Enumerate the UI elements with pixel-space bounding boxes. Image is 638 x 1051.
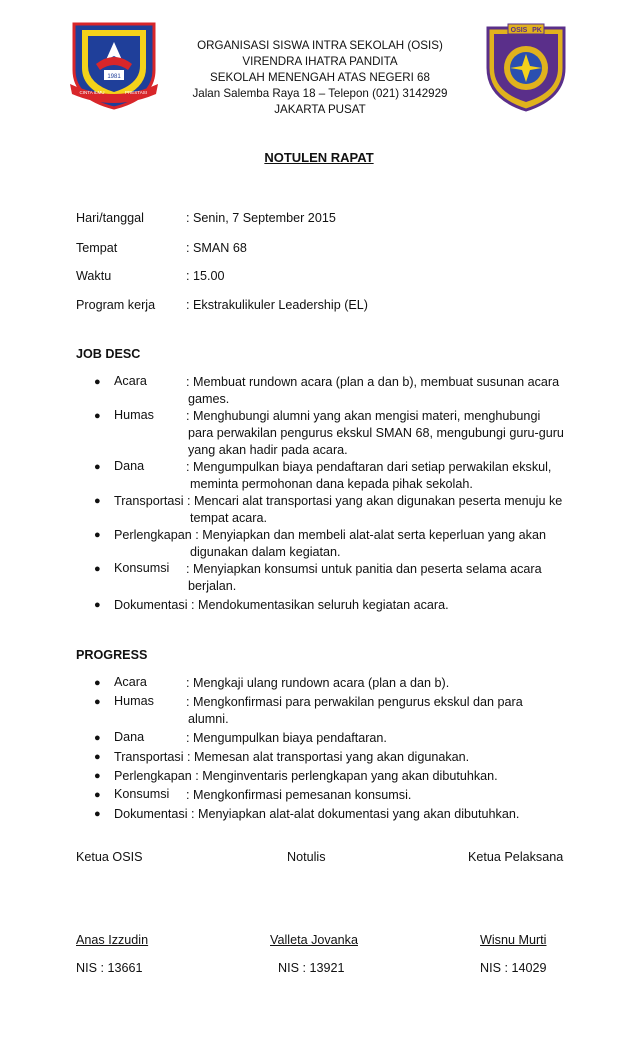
osis-emblem-logo bbox=[478, 18, 574, 112]
bullet-icon: ● bbox=[94, 808, 101, 820]
bullet-icon: ● bbox=[94, 770, 101, 782]
info-label-waktu: Waktu bbox=[76, 269, 112, 283]
signature-nis-notulis: NIS : 13921 bbox=[278, 961, 345, 975]
school-crest-logo bbox=[68, 20, 160, 110]
osis-emblem-icon bbox=[478, 18, 574, 112]
jobdesc-konsumsi-line2: berjalan. bbox=[188, 579, 237, 593]
bullet-icon: ● bbox=[94, 789, 101, 801]
svg-text:CINTA ILMU: CINTA ILMU bbox=[79, 90, 105, 95]
bullet-icon: ● bbox=[94, 751, 101, 763]
jobdesc-dana-line2: meminta permohonan dana kepada pihak sekolah. bbox=[190, 477, 473, 491]
jobdesc-dana-label: Dana bbox=[114, 459, 145, 473]
progress-perlengkapan-text: Perlengkapan : Menginventaris perlengkapan yang akan dibutuhkan. bbox=[114, 769, 498, 783]
progress-acara-text: : Mengkaji ulang rundown acara (plan a dan b). bbox=[186, 676, 450, 690]
info-label-hari: Hari/tanggal bbox=[76, 211, 144, 225]
signature-role-ketua-osis: Ketua OSIS bbox=[76, 850, 143, 864]
header-line-4: Jalan Salemba Raya 18 – Telepon (021) 3142929 bbox=[192, 87, 448, 100]
header-line-1: ORGANISASI SISWA INTRA SEKOLAH (OSIS) bbox=[197, 39, 443, 52]
bullet-icon: ● bbox=[94, 696, 101, 708]
progress-humas-label: Humas bbox=[114, 694, 154, 708]
jobdesc-acara-line1: : Membuat rundown acara (plan a dan b), membuat susunan acara bbox=[186, 375, 560, 389]
svg-text:PK: PK bbox=[532, 27, 542, 34]
jobdesc-heading: JOB DESC bbox=[76, 347, 141, 361]
jobdesc-humas-line3: yang akan hadir pada acara. bbox=[188, 443, 348, 457]
jobdesc-humas-line2: para perwakilan pengurus ekskul SMAN 68, mengubungi guru-guru bbox=[188, 426, 564, 440]
header-line-3: SEKOLAH MENENGAH ATAS NEGERI 68 bbox=[210, 71, 430, 84]
jobdesc-acara-line2: games. bbox=[188, 392, 230, 406]
document-title: NOTULEN RAPAT bbox=[264, 150, 374, 165]
jobdesc-transportasi-line1: Transportasi : Mencari alat transportasi yang akan digunakan peserta menuju ke bbox=[114, 494, 563, 508]
progress-humas-line1: : Mengkonfirmasi para perwakilan pengurus ekskul dan para bbox=[186, 695, 523, 709]
signature-name-ketua-pelaksana: Wisnu Murti bbox=[480, 933, 547, 947]
signature-role-notulis: Notulis bbox=[287, 850, 326, 864]
info-label-program: Program kerja bbox=[76, 298, 156, 312]
signature-nis-ketua-pelaksana: NIS : 14029 bbox=[480, 961, 547, 975]
jobdesc-perlengkapan-line2: digunakan dalam kegiatan. bbox=[190, 545, 341, 559]
info-value-program: : Ekstrakulikuler Leadership (EL) bbox=[186, 298, 368, 312]
bullet-icon: ● bbox=[94, 599, 101, 611]
progress-dokumentasi-text: Dokumentasi : Menyiapkan alat-alat dokumentasi yang akan dibutuhkan. bbox=[114, 807, 520, 821]
bullet-icon: ● bbox=[94, 732, 101, 744]
jobdesc-transportasi-line2: tempat acara. bbox=[190, 511, 268, 525]
signature-name-ketua-osis: Anas Izzudin bbox=[76, 933, 149, 947]
bullet-icon: ● bbox=[94, 376, 101, 388]
jobdesc-dana-line1: : Mengumpulkan biaya pendaftaran dari setiap perwakilan ekskul, bbox=[186, 460, 552, 474]
jobdesc-konsumsi-line1: : Menyiapkan konsumsi untuk panitia dan peserta selama acara bbox=[186, 562, 542, 576]
bullet-icon: ● bbox=[94, 495, 101, 507]
progress-dana-text: : Mengumpulkan biaya pendaftaran. bbox=[186, 731, 387, 745]
info-label-tempat: Tempat bbox=[76, 241, 118, 255]
jobdesc-acara-label: Acara bbox=[114, 374, 147, 388]
svg-text:1981: 1981 bbox=[107, 74, 121, 80]
jobdesc-konsumsi-label: Konsumsi bbox=[114, 561, 170, 575]
bullet-icon: ● bbox=[94, 529, 101, 541]
signature-name-notulis: Valleta Jovanka bbox=[270, 933, 358, 947]
header-line-2: VIRENDRA IHATRA PANDITA bbox=[242, 55, 398, 68]
progress-humas-line2: alumni. bbox=[188, 712, 229, 726]
progress-konsumsi-text: : Mengkonfirmasi pemesanan konsumsi. bbox=[186, 788, 412, 802]
jobdesc-humas-line1: : Menghubungi alumni yang akan mengisi materi, menghubungi bbox=[186, 409, 541, 423]
info-value-hari: : Senin, 7 September 2015 bbox=[186, 211, 336, 225]
bullet-icon: ● bbox=[94, 410, 101, 422]
school-crest-icon bbox=[68, 20, 160, 110]
progress-transportasi-text: Transportasi : Memesan alat transportasi yang akan digunakan. bbox=[114, 750, 470, 764]
svg-text:OSIS: OSIS bbox=[510, 27, 528, 34]
progress-konsumsi-label: Konsumsi bbox=[114, 787, 170, 801]
progress-acara-label: Acara bbox=[114, 675, 147, 689]
bullet-icon: ● bbox=[94, 563, 101, 575]
jobdesc-perlengkapan-line1: Perlengkapan : Menyiapkan dan membeli alat-alat serta keperluan yang akan bbox=[114, 528, 546, 542]
info-value-tempat: : SMAN 68 bbox=[186, 241, 247, 255]
bullet-icon: ● bbox=[94, 677, 101, 689]
svg-text:PRESTASI: PRESTASI bbox=[125, 90, 147, 95]
header-line-5: JAKARTA PUSAT bbox=[274, 103, 366, 116]
signature-nis-ketua-osis: NIS : 13661 bbox=[76, 961, 143, 975]
jobdesc-humas-label: Humas bbox=[114, 408, 154, 422]
bullet-icon: ● bbox=[94, 461, 101, 473]
progress-heading: PROGRESS bbox=[76, 648, 148, 662]
signature-role-ketua-pelaksana: Ketua Pelaksana bbox=[468, 850, 564, 864]
progress-dana-label: Dana bbox=[114, 730, 145, 744]
jobdesc-dokumentasi-line1: Dokumentasi : Mendokumentasikan seluruh kegiatan acara. bbox=[114, 598, 449, 612]
info-value-waktu: : 15.00 bbox=[186, 269, 225, 283]
